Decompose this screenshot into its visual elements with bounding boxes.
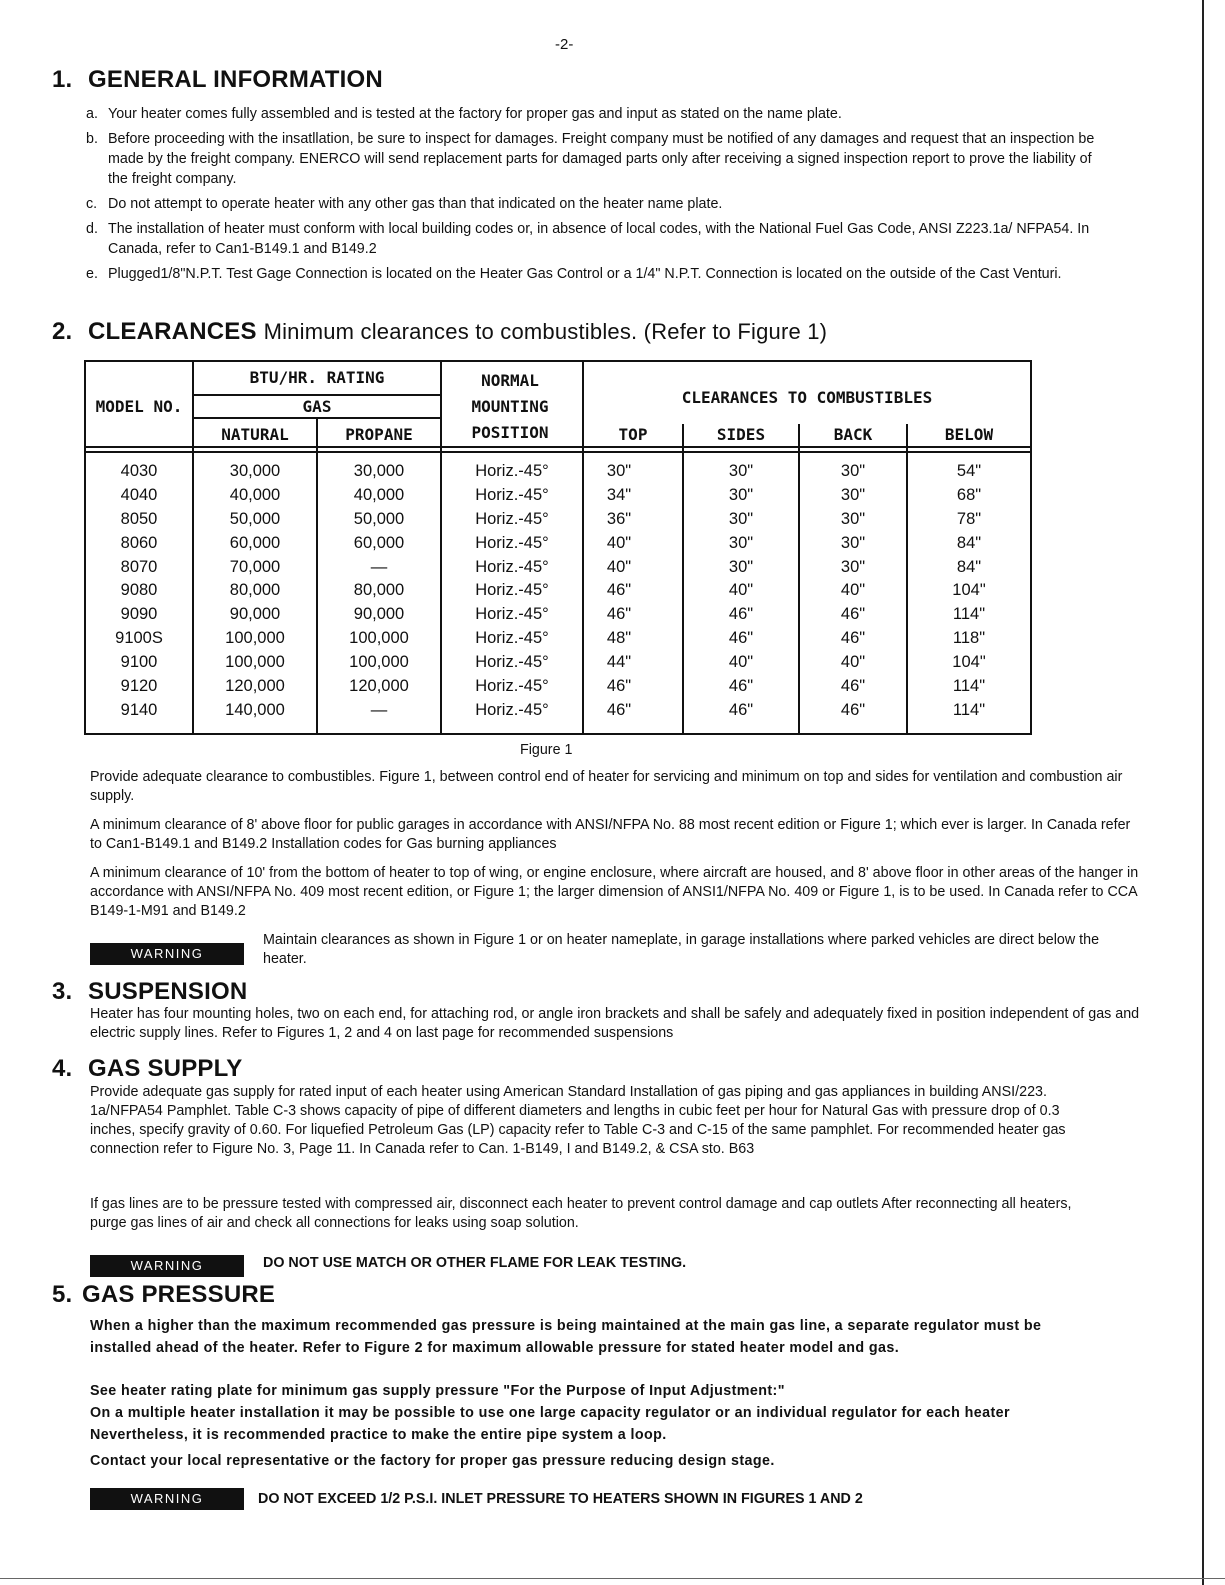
table-cell: 100,000 <box>349 629 409 648</box>
clearance-paragraph-3: A minimum clearance of 10' from the bottom of heater to top of wing, or engine enclosure, where aircraft are housed, and 8' above floor in other areas of the hanger in accordance with ANSI/NFPA No. 409 most recent edition, or Figure 1; the larger dimension of ANSI1/NFPA No. 409 or Figure 1, is to be used. In Canada refer to CCA B149-1-M91 and B149.2 <box>90 865 1139 919</box>
table-cell: 46" <box>728 700 754 719</box>
clearance-paragraph-2: A minimum clearance of 8' above floor for public garages in accordance with ANSI/NFPA No. 88 most recent edition or Figure 1; which ever is larger. In Canada refer to Can1-B149.1 and B149.2 Installation codes for Gas burning appliances <box>90 817 1131 852</box>
table-cell: 8070 <box>120 557 158 576</box>
heading-general-information <box>52 66 383 94</box>
list-item <box>86 264 1096 284</box>
table-cell: 30,000 <box>353 462 405 480</box>
column-back <box>800 460 906 723</box>
table-cell: 140,000 <box>225 700 285 719</box>
table-cell: Horiz.-45° <box>475 485 549 504</box>
warning-text-inlet-pressure: DO NOT EXCEED 1/2 P.S.I. INLET PRESSURE TO HEATERS SHOWN IN FIGURES 1 AND 2 <box>258 1491 863 1507</box>
heading-suspension <box>52 978 247 1006</box>
section-title: GAS SUPPLY <box>88 1055 243 1082</box>
table-cell: 30" <box>728 462 754 480</box>
table-cell: 46" <box>840 605 866 624</box>
table-cell: 50,000 <box>229 509 281 528</box>
table-cell: 40,000 <box>229 485 281 504</box>
list-letter: b. <box>86 131 98 147</box>
header-sides: SIDES <box>716 425 766 444</box>
table-cell: 40" <box>728 581 754 600</box>
table-cell: 30" <box>728 557 754 576</box>
column-model <box>86 460 192 723</box>
list-letter: a. <box>86 106 98 122</box>
list-text: Before proceeding with the insatllation, be sure to inspect for damages. Freight company must be notified of any damages and request that an inspection be made by the freight company. ENERCO will send replacement parts for damaged parts only after receiving a signed inspection report to prove the liability of the freight company. <box>108 131 1095 187</box>
section-number: 3. <box>52 978 73 1005</box>
table-cell: 8050 <box>120 509 158 528</box>
table-cell: 114" <box>952 700 986 719</box>
list-letter: e. <box>86 266 98 282</box>
table-cell: 30,000 <box>229 462 281 480</box>
table-cell: — <box>370 700 388 719</box>
table-cell: 30" <box>840 509 866 528</box>
table-cell: 30" <box>840 462 866 480</box>
table-cell: 9090 <box>120 605 158 624</box>
list-letter: d. <box>86 221 98 237</box>
table-cell: 46" <box>840 677 866 696</box>
gas-supply-paragraph-1: Provide adequate gas supply for rated input of each heater using American Standard Installation of gas piping and gas appliances in building ANSI/223. 1a/NFPA54 Pamphlet. Table C-3 shows capacity of pipe of different diameters and lengths in cubic feet per hour for Natural Gas with pressure drop of 0.3 inches, specify gravity of 0.60. For liquefied Petroleum Gas (LP) capacity refer to Table C-3 and C-15 of the same pamphlet. For recommended heater gas connection refer to Figure No. 3, Page 11. In Canada refer to Can. 1-B149, I and B149.2, & CSA sto. B63 <box>90 1084 1066 1157</box>
table-cell: 46" <box>728 605 754 624</box>
table-cell: 104" <box>952 653 986 672</box>
table-cell: 46" <box>606 605 632 624</box>
table-cell: 46" <box>728 629 754 648</box>
table-cell: 114" <box>952 605 986 624</box>
table-cell: 40" <box>728 653 754 672</box>
column-top <box>584 460 654 723</box>
table-cell: 84" <box>956 533 982 552</box>
table-cell: 4030 <box>120 462 158 480</box>
list-text: Do not attempt to operate heater with any other gas than that indicated on the heater name plate. <box>108 196 723 212</box>
table-cell: 70,000 <box>229 557 281 576</box>
table-cell: 8060 <box>120 533 158 552</box>
section-number: 5. <box>52 1281 73 1308</box>
table-cell: Horiz.-45° <box>475 700 549 719</box>
table-cell: 44" <box>606 653 632 672</box>
table-cell: 80,000 <box>229 581 281 600</box>
table-cell: 68" <box>956 485 982 504</box>
list-item <box>86 129 1096 189</box>
table-cell: 60,000 <box>229 533 281 552</box>
general-information-list <box>86 104 1096 284</box>
table-cell: 40" <box>840 581 866 600</box>
header-natural: NATURAL <box>221 425 289 444</box>
table-cell: 30" <box>728 485 754 504</box>
gas-pressure-paragraph-2: See heater rating plate for minimum gas supply pressure "For the Purpose of Input Adjustment:" <box>90 1383 785 1399</box>
table-cell: 100,000 <box>225 629 285 648</box>
heading-gas-supply <box>52 1055 243 1083</box>
table-cell: 9120 <box>120 677 158 696</box>
column-propane <box>318 460 440 723</box>
page-bottom-rule <box>0 1578 1225 1579</box>
list-letter: c. <box>86 196 98 212</box>
table-cell: 36" <box>606 509 632 528</box>
table-cell: 4040 <box>120 485 158 504</box>
table-cell: 9100 <box>120 653 158 672</box>
table-cell: 54" <box>956 462 982 480</box>
header-top: TOP <box>618 425 648 444</box>
table-cell: 9080 <box>120 581 158 600</box>
section-title: GENERAL INFORMATION <box>88 66 383 93</box>
column-below <box>908 460 1030 723</box>
table-cell: 30" <box>728 533 754 552</box>
warning-badge: WARNING <box>90 943 244 965</box>
page-edge-rule <box>1202 0 1204 1585</box>
table-cell: Horiz.-45° <box>475 462 549 480</box>
table-cell: 78" <box>956 509 982 528</box>
list-text: Plugged1/8"N.P.T. Test Gage Connection is located on the Heater Gas Control or a 1/4" N.P.T. Connection is located on the outside of the Cast Venturi. <box>108 266 1062 282</box>
heading-gas-pressure <box>52 1281 275 1309</box>
list-text: Your heater comes fully assembled and is tested at the factory for proper gas and input as stated on the name plate. <box>108 106 842 122</box>
gas-supply-paragraph-2: If gas lines are to be pressure tested with compressed air, disconnect each heater to prevent control damage and cap outlets After reconnecting all heaters, purge gas lines of air and check all connections for leaks using soap solution. <box>90 1196 1072 1231</box>
table-cell: 48" <box>606 629 632 648</box>
section-title: GAS PRESSURE <box>82 1281 276 1308</box>
gas-pressure-paragraph-1: When a higher than the maximum recommended gas pressure is being maintained at the main gas line, a separate regulator must be installed ahead of the heater. Refer to Figure 2 for maximum allowable pressure for stated heater model and gas. <box>90 1318 1042 1356</box>
table-cell: 120,000 <box>225 677 285 696</box>
table-divider <box>86 446 1030 448</box>
clearances-table <box>84 360 1032 735</box>
table-cell: 40" <box>606 533 632 552</box>
table-cell: 50,000 <box>353 509 405 528</box>
column-sides <box>684 460 798 723</box>
figure-caption: Figure 1 <box>520 742 573 758</box>
header-gas: GAS <box>302 397 332 416</box>
table-cell: Horiz.-45° <box>475 605 549 624</box>
table-cell: 46" <box>606 700 632 719</box>
table-cell: Horiz.-45° <box>475 557 549 576</box>
list-item <box>86 104 1096 124</box>
table-cell: Horiz.-45° <box>475 509 549 528</box>
table-cell: 90,000 <box>229 605 281 624</box>
section-title: SUSPENSION <box>88 978 248 1005</box>
warning-badge: WARNING <box>90 1255 244 1277</box>
table-cell: 40" <box>606 557 632 576</box>
table-divider <box>86 451 1030 453</box>
section-number: 4. <box>52 1055 73 1082</box>
table-cell: 34" <box>606 485 632 504</box>
table-cell: 9140 <box>120 700 158 719</box>
section-number: 1. <box>52 66 73 93</box>
gas-pressure-paragraph-4: Contact your local representative or the factory for proper gas pressure reducing design stage. <box>90 1453 775 1469</box>
table-cell: 30" <box>840 533 866 552</box>
table-cell: 46" <box>728 677 754 696</box>
table-cell: 80,000 <box>353 581 405 600</box>
section-subtitle: Minimum clearances to combustibles. (Refer to Figure 1) <box>263 319 828 344</box>
table-cell: 30" <box>840 485 866 504</box>
warning-text-leak-testing: DO NOT USE MATCH OR OTHER FLAME FOR LEAK TESTING. <box>263 1255 687 1271</box>
table-cell: 104" <box>952 581 986 600</box>
table-cell: 30" <box>840 557 866 576</box>
table-divider <box>192 417 440 419</box>
table-cell: 46" <box>840 700 866 719</box>
column-mounting <box>442 460 582 723</box>
section-title: CLEARANCES <box>88 318 257 345</box>
header-model-no: MODEL NO. <box>95 397 183 416</box>
table-cell: 100,000 <box>349 653 409 672</box>
list-text: The installation of heater must conform with local building codes or, in absence of local codes, with the National Fuel Gas Code, ANSI Z223.1a/ NFPA54. In Canada, refer to Can1-B149.1 and B149.2 <box>108 221 1090 257</box>
header-btu-rating: BTU/HR. RATING <box>249 368 385 387</box>
clearance-paragraph-1: Provide adequate clearance to combustibles. Figure 1, between control end of heater for servicing and minimum on top and sides for ventilation and combustion air supply. <box>90 769 1123 804</box>
table-cell: 30" <box>728 509 754 528</box>
table-cell: 46" <box>840 629 866 648</box>
header-below: BELOW <box>944 425 994 444</box>
suspension-text: Heater has four mounting holes, two on each end, for attaching rod, or angle iron brackets and shall be safely and adequately fixed in position independent of gas and electric supply lines. Refer to Figures 1, 2 and 4 on last page for recommended suspensions <box>90 1006 1140 1041</box>
table-cell: 40" <box>840 653 866 672</box>
table-cell: 40,000 <box>353 485 405 504</box>
header-clearances-to-combustibles: CLEARANCES TO COMBUSTIBLES <box>681 388 933 407</box>
table-cell: 118" <box>952 629 986 648</box>
table-cell: 46" <box>606 581 632 600</box>
gas-pressure-paragraph-3: On a multiple heater installation it may be possible to use one large capacity regulator or an individual regulator for each heater Nevertheless, it is recommended practice to make the entire pipe system a loop. <box>90 1405 1010 1443</box>
header-back: BACK <box>833 425 873 444</box>
table-cell: 9100S <box>115 629 163 648</box>
table-cell: Horiz.-45° <box>475 653 549 672</box>
table-divider <box>192 394 440 396</box>
table-cell: 60,000 <box>353 533 405 552</box>
table-cell: 100,000 <box>225 653 285 672</box>
page-number: -2- <box>555 36 574 53</box>
heading-clearances <box>52 318 827 346</box>
header-propane: PROPANE <box>345 425 413 444</box>
table-cell: Horiz.-45° <box>475 677 549 696</box>
table-cell: 84" <box>956 557 982 576</box>
list-item <box>86 219 1096 259</box>
table-cell: 120,000 <box>349 677 409 696</box>
column-natural <box>194 460 316 723</box>
table-cell: 90,000 <box>353 605 405 624</box>
table-cell: — <box>370 557 388 576</box>
table-cell: Horiz.-45° <box>475 533 549 552</box>
table-cell: 114" <box>952 677 986 696</box>
table-cell: Horiz.-45° <box>475 581 549 600</box>
warning-badge: WARNING <box>90 1488 244 1510</box>
section-number: 2. <box>52 318 73 345</box>
warning-text-clearances: Maintain clearances as shown in Figure 1 or on heater nameplate, in garage installations where parked vehicles are direct below the heater. <box>263 932 1100 967</box>
list-item <box>86 194 1096 214</box>
table-cell: 30" <box>606 462 632 480</box>
table-cell: Horiz.-45° <box>475 629 549 648</box>
table-cell: 46" <box>606 677 632 696</box>
header-normal-mounting-position: NORMAL MOUNTING POSITION <box>471 371 549 442</box>
